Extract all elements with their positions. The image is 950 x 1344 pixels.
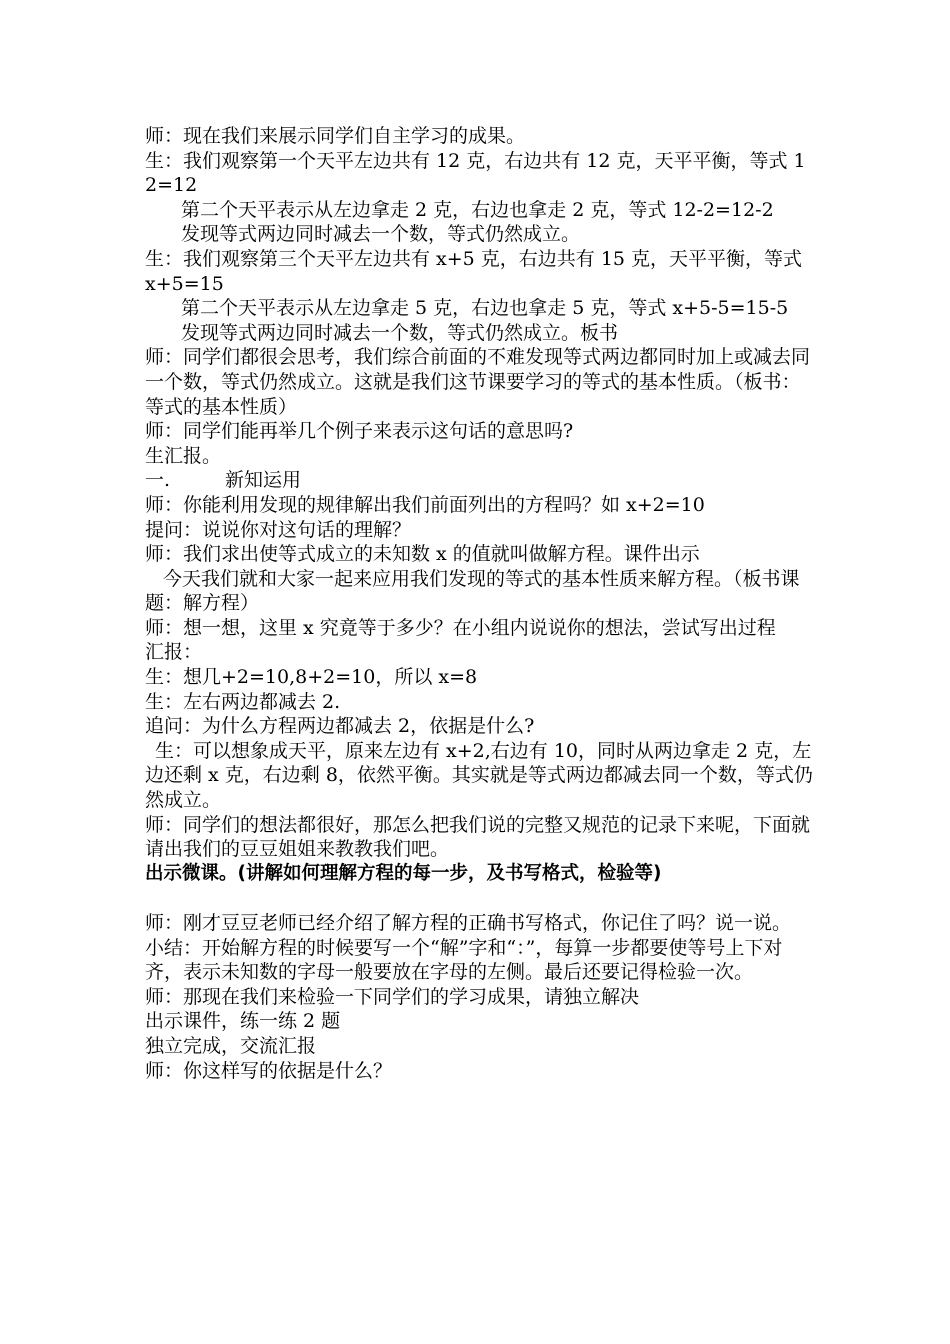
paragraph: 师：刚才豆豆老师已经介绍了解方程的正确书写格式，你记住了吗？说一说。	[145, 912, 792, 934]
paragraph: 发现等式两边同时减去一个数，等式仍然成立。	[181, 223, 581, 246]
paragraph: 师：想一想，这里 x 究竟等于多少？在小组内说说你的想法，尝试写出过程	[145, 616, 776, 639]
paragraph: 师：同学们都很会思考，我们综合前面的不难发现等式两边都同时加上或减去同一个数，等式仍然成立。这就是我们这节课要学习的等式的基本性质。（板书：等式的基本性质）	[145, 346, 811, 418]
paragraph: 发现等式两边同时减去一个数，等式仍然成立。板书	[181, 321, 619, 344]
paragraph: 师：你能利用发现的规律解出我们前面列出的方程吗？如 x+2=10	[145, 493, 705, 516]
paragraph: 出示课件，练一练 2 题	[145, 1010, 341, 1033]
document-body	[145, 124, 813, 1083]
paragraph: 生：我们观察第一个天平左边共有 12 克，右边共有 12 克，天平平衡，等式 12=12	[145, 149, 806, 197]
paragraph: 生汇报。	[145, 444, 222, 467]
paragraph: 师：同学们的想法都很好，那怎么把我们说的完整又规范的记录下来呢，下面就请出我们的豆豆姐姐来教教我们吧。	[145, 813, 811, 861]
paragraph: 生：可以想象成天平，原来左边有 x+2,右边有 10，同时从两边拿走 2 克，左边还剩 x 克，右边剩 8，依然平衡。其实就是等式两边都减去同一个数，等式仍然成立。	[145, 739, 813, 812]
paragraph: 第二个天平表示从左边拿走 5 克，右边也拿走 5 克，等式 x+5-5=15-5	[181, 297, 789, 320]
paragraph: 师：同学们能再举几个例子来表示这句话的意思吗?	[145, 420, 574, 443]
paragraph: 小结：开始解方程的时候要写一个“解”字和“：”，每算一步都要使等号上下对齐，表示未知数的字母一般要放在字母的左侧。最后还要记得检验一次。	[145, 936, 783, 984]
paragraph: 师：现在我们来展示同学们自主学习的成果。	[145, 125, 526, 147]
paragraph: 生：我们观察第三个天平左边共有 x+5 克，右边共有 15 克，天平平衡，等式 x+5=15	[145, 247, 809, 295]
blank-line	[145, 886, 813, 911]
paragraph: 第二个天平表示从左边拿走 2 克，右边也拿走 2 克，等式 12-2=12-2	[181, 198, 774, 221]
paragraph: 生：左右两边都减去 2.	[145, 690, 341, 713]
section-number: 一.	[145, 469, 171, 492]
paragraph: 师：我们求出使等式成立的未知数 x 的值就叫做解方程。课件出示	[145, 543, 700, 566]
paragraph: 师：那现在我们来检验一下同学们的学习成果，请独立解决	[145, 985, 640, 1008]
paragraph: 提问：说说你对这句话的理解？	[145, 518, 412, 541]
paragraph: 独立完成，交流汇报	[145, 1034, 317, 1057]
paragraph: 生：想几+2=10,8+2=10，所以 x=8	[145, 666, 478, 689]
section-title: 新知运用	[225, 469, 302, 492]
section-heading	[145, 468, 813, 493]
paragraph: 汇报：	[145, 641, 203, 664]
paragraph: 师：你这样写的依据是什么？	[145, 1059, 393, 1082]
paragraph: 追问：为什么方程两边都减去 2，依据是什么?	[145, 715, 535, 738]
bold-heading: 出示微课。(讲解如何理解方程的每一步，及书写格式，检验等)	[145, 862, 662, 884]
paragraph: 今天我们就和大家一起来应用我们发现的等式的基本性质来解方程。（板书课题：解方程）	[145, 567, 800, 615]
